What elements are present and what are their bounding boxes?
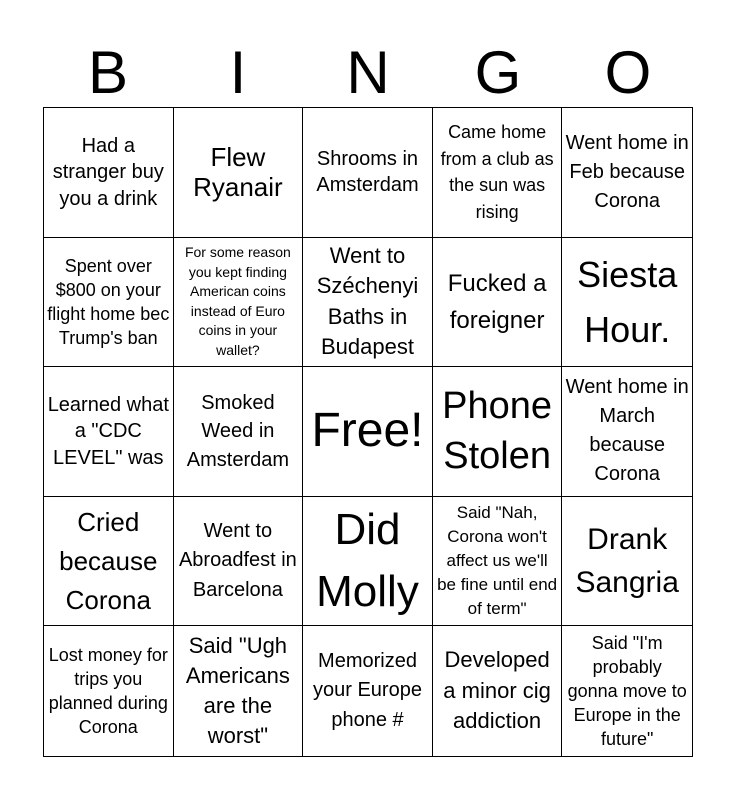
header-letter-i: I: [229, 39, 247, 106]
cell-text: Flew Ryanair: [193, 142, 283, 203]
cell-text: Had a stranger buy you a drink: [52, 134, 164, 210]
cell-text: Did Molly: [316, 505, 419, 617]
bingo-cell[interactable]: [562, 238, 692, 368]
cell-text: Shrooms in Amsterdam: [316, 147, 419, 197]
cell-text: Lost money for trips you planned during Corona: [48, 645, 168, 738]
bingo-cell[interactable]: [303, 367, 433, 497]
bingo-cell[interactable]: [44, 626, 174, 756]
header-letter-n: N: [346, 39, 390, 106]
cell-text: Said "Ugh Americans are the worst": [185, 633, 290, 749]
bingo-cell[interactable]: [562, 497, 692, 627]
bingo-cell[interactable]: [303, 238, 433, 368]
bingo-cell[interactable]: [433, 626, 563, 756]
cell-text: Went home in March because Corona: [565, 376, 689, 486]
cell-text: Smoked Weed in Amsterdam: [186, 391, 290, 471]
cell-text: Spent over $800 on your flight home bec Trump's ban: [47, 255, 170, 348]
bingo-cell[interactable]: [433, 497, 563, 627]
bingo-cell[interactable]: [44, 108, 174, 238]
cell-text: Said "Nah, Corona won't affect us we'll be fine until end of term": [437, 503, 558, 619]
cell-text: For some reason you kept finding American coins instead of Euro coins in your wallet?: [184, 244, 291, 358]
bingo-cell[interactable]: [44, 367, 174, 497]
cell-text: Memorized your Europe phone #: [313, 649, 422, 731]
cell-text: Siesta Hour.: [577, 253, 678, 350]
bingo-cell[interactable]: [44, 238, 174, 368]
cell-text: Went home in Feb because Corona: [565, 131, 689, 212]
cell-text: Went to Abroadfest in Barcelona: [178, 519, 297, 601]
cell-text: Learned what a "CDC LEVEL" was: [47, 393, 169, 469]
header-letter-b: B: [87, 39, 129, 106]
bingo-cell[interactable]: [174, 367, 304, 497]
bingo-board: [43, 107, 693, 757]
bingo-header: [43, 38, 693, 108]
bingo-cell[interactable]: [433, 238, 563, 368]
bingo-cell[interactable]: [433, 367, 563, 497]
bingo-cell[interactable]: [174, 497, 304, 627]
cell-text: Drank Sangria: [575, 523, 679, 600]
bingo-cell[interactable]: [44, 497, 174, 627]
bingo-cell[interactable]: [174, 626, 304, 756]
header-letter-g: G: [474, 39, 522, 106]
cell-text: Cried because Corona: [59, 506, 158, 615]
bingo-cell[interactable]: [562, 367, 692, 497]
cell-text: Free!: [311, 404, 424, 458]
bingo-cell[interactable]: [303, 108, 433, 238]
bingo-cell[interactable]: [174, 238, 304, 368]
cell-text: Said "I'm probably gonna move to Europe in the future": [567, 633, 687, 750]
header-letter-o: O: [604, 39, 652, 106]
bingo-cell[interactable]: [303, 626, 433, 756]
bingo-cell[interactable]: [174, 108, 304, 238]
cell-text: Fucked a foreigner: [447, 269, 547, 334]
bingo-cell[interactable]: [433, 108, 563, 238]
cell-text: Came home from a club as the sun was rising: [440, 122, 554, 222]
cell-text: Phone Stolen: [442, 385, 553, 478]
bingo-cell[interactable]: [303, 497, 433, 627]
cell-text: Developed a minor cig addiction: [443, 647, 551, 734]
cell-text: Went to Széchenyi Baths in Budapest: [316, 242, 419, 360]
bingo-cell[interactable]: [562, 108, 692, 238]
bingo-cell[interactable]: [562, 626, 692, 756]
